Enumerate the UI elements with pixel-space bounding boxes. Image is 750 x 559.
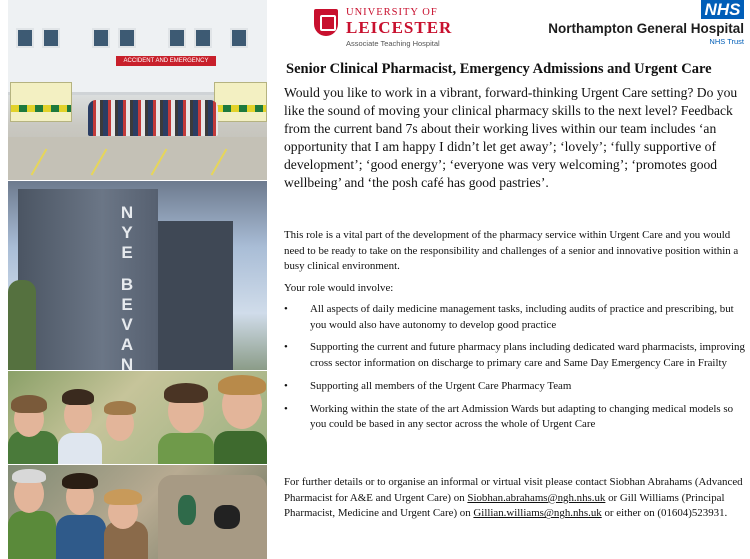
list-item: • Supporting the current and future pharmacy plans including dedicated ward pharmacists, improving cross sector information on discharge to primary care and Same Day Emergency Care in Frailty [284,340,747,371]
ambulance-left [10,82,72,122]
list-item: • Supporting all members of the Urgent Care Pharmacy Team [284,379,747,395]
team-selfie-photo [8,371,267,464]
uol-line-1: UNIVERSITY OF [346,7,438,18]
accident-emergency-sign: ACCIDENT AND EMERGENCY [116,56,216,66]
hospital-entrance-photo [8,0,267,180]
staff-group [88,100,218,136]
trust-label: NHS Trust [709,37,744,46]
northampton-general-hospital-logo [548,0,747,50]
nhs-badge: NHS [701,0,744,19]
ambulance-right [214,82,267,122]
role-description: This role is a vital part of the development of the pharmacy service within Urgent Care and you would need to be ready to take on the responsibility and challenges of a senior and innovative position within a busy clinical environment. [284,229,739,273]
uol-line-2: LEICESTER [346,18,453,37]
hospital-name: Northampton General Hospital [548,21,744,36]
contact-text-3: or either on (01604)523931. [601,507,728,520]
responsibility-list [284,302,747,440]
hospital-building [8,0,267,95]
car-park [8,137,267,180]
contact-text-1: For further details or to organise an informal or virtual visit please contact Siobhan Abrahams (Advanced Pharmacist for A&E and Urgent Care) on [284,476,743,504]
nye-bevan-building-photo [8,181,267,370]
intro-paragraph: Would you like to work in a vibrant, forward-thinking Urgent Care setting? Do you like the sound of moving your clinical pharmacy skills to the next level? Feedback from the current band 7s about their working lives within our team includes ‘an opportunity that I am happy I didn’t let get away’; ‘lovely’; ‘fully supportive of development’; ‘good energy’; ‘everyone was very welcoming’; ‘promotes good wellbeing’ and ‘the posh café has good pastries’. [284,85,738,190]
team-group-photo [8,465,267,559]
siobhan-email-link[interactable]: Siobhan.abrahams@ngh.nhs.uk [467,491,606,504]
building-lettering: N Y E B E V A N [120,203,134,370]
university-of-leicester-logo [314,7,474,51]
university-crest-icon [314,9,338,36]
contact-paragraph [284,475,747,522]
gillian-email-link[interactable]: Gillian.williams@ngh.nhs.uk [473,507,602,520]
uol-subtitle: Associate Teaching Hospital [346,39,440,48]
page-title: Senior Clinical Pharmacist, Emergency Admissions and Urgent Care [286,61,712,77]
contact-text-2: or Gill Williams (Principal Pharmacist, Medicine and Urgent Care) on [284,491,725,520]
list-item: • All aspects of daily medicine management tasks, including audits of practice and prescribing, but you would also have autonomy to develop good practice [284,302,747,333]
list-item: • Working within the state of the art Admission Wards but adapting to changing medical models so you could be based in any sector across the whole of Urgent Care [284,402,747,433]
role-involves-heading: Your role would involve: [284,282,394,294]
photo-column [0,0,267,559]
